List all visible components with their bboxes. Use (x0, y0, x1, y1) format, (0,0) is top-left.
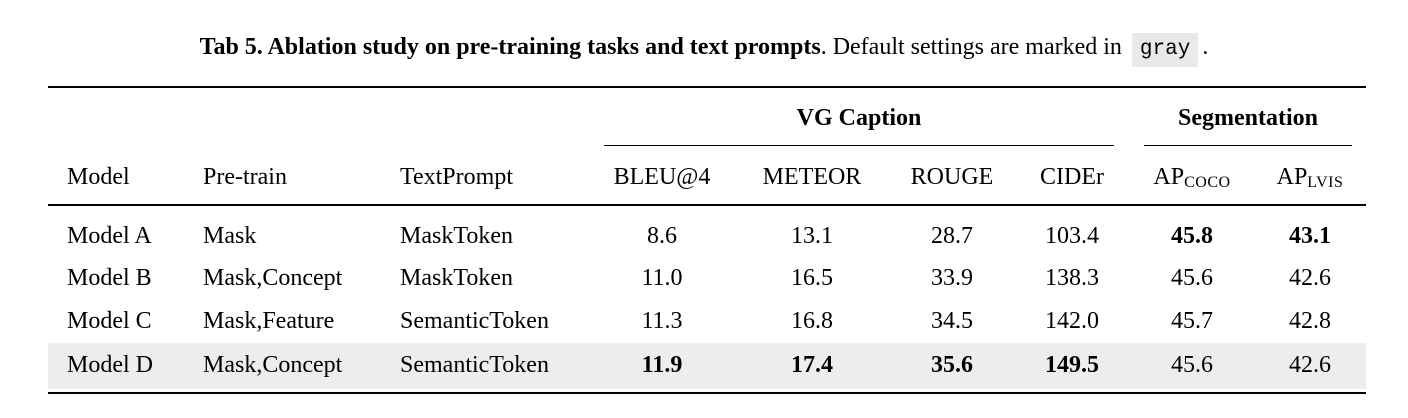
row-d-textprompt: SemanticToken (400, 352, 549, 378)
ap-lvis-subscript: LVIS (1307, 174, 1344, 191)
row-c-bleu: 11.3 (641, 308, 683, 334)
row-c-meteor: 16.8 (791, 308, 833, 334)
row-d-rouge: 35.6 (931, 352, 973, 378)
row-b-ap-lvis: 42.6 (1289, 265, 1331, 291)
col-header-rouge: ROUGE (910, 164, 994, 190)
segmentation-cmidrule (1144, 145, 1352, 146)
row-b-ap-coco: 45.6 (1171, 265, 1213, 291)
bottom-rule (48, 392, 1366, 394)
row-d-model: Model D (67, 352, 153, 378)
caption-title: Tab 5. Ablation study on pre-training tasks and text prompts (199, 34, 821, 60)
row-d-meteor: 17.4 (791, 352, 833, 378)
row-b-pretrain: Mask,Concept (203, 265, 343, 291)
group-header-segmentation: Segmentation (1178, 105, 1318, 131)
col-header-bleu: BLEU@4 (613, 164, 711, 190)
row-a-bleu: 8.6 (647, 223, 677, 249)
row-b-textprompt: MaskToken (400, 265, 513, 291)
row-a-cider: 103.4 (1045, 223, 1099, 249)
row-a-textprompt: MaskToken (400, 223, 513, 249)
col-header-ap-lvis (1238, 162, 1382, 198)
row-c-pretrain: Mask,Feature (203, 308, 335, 334)
row-d-ap-lvis: 42.6 (1289, 352, 1331, 378)
group-header-vg-caption: VG Caption (796, 105, 922, 131)
row-d-pretrain: Mask,Concept (203, 352, 343, 378)
ap-coco-subscript: COCO (1184, 174, 1231, 191)
row-d-ap-coco: 45.6 (1171, 352, 1213, 378)
row-c-model: Model C (67, 308, 152, 334)
caption-text: . Default settings are marked in (820, 34, 1122, 60)
top-rule (48, 86, 1366, 88)
row-b-meteor: 16.5 (791, 265, 833, 291)
col-header-cider: CIDEr (1040, 164, 1104, 190)
row-d-bleu: 11.9 (641, 352, 683, 378)
row-a-model: Model A (67, 223, 152, 249)
row-a-meteor: 13.1 (791, 223, 833, 249)
mid-rule (48, 204, 1366, 206)
col-header-meteor: METEOR (762, 164, 862, 190)
vg-caption-cmidrule (604, 145, 1114, 146)
row-a-ap-lvis: 43.1 (1289, 223, 1331, 249)
caption-end: . (1202, 34, 1209, 60)
row-b-model: Model B (67, 265, 152, 291)
row-c-textprompt: SemanticToken (400, 308, 549, 334)
row-a-rouge: 28.7 (931, 223, 973, 249)
row-c-rouge: 34.5 (931, 308, 973, 334)
row-b-cider: 138.3 (1045, 265, 1099, 291)
row-a-ap-coco: 45.8 (1171, 223, 1213, 249)
row-c-ap-lvis: 42.8 (1289, 308, 1331, 334)
table-caption (0, 30, 1408, 67)
row-d-cider: 149.5 (1045, 352, 1099, 378)
col-header-textprompt: TextPrompt (400, 164, 513, 190)
row-b-rouge: 33.9 (931, 265, 973, 291)
caption-gray-chip: gray (1132, 33, 1198, 67)
row-c-ap-coco: 45.7 (1171, 308, 1213, 334)
ap-coco-label: AP (1153, 164, 1185, 190)
col-header-pretrain: Pre-train (203, 164, 287, 190)
ap-lvis-label: AP (1276, 164, 1308, 190)
col-header-model: Model (67, 164, 130, 190)
row-b-bleu: 11.0 (641, 265, 683, 291)
row-a-pretrain: Mask (203, 223, 257, 249)
row-c-cider: 142.0 (1045, 308, 1099, 334)
